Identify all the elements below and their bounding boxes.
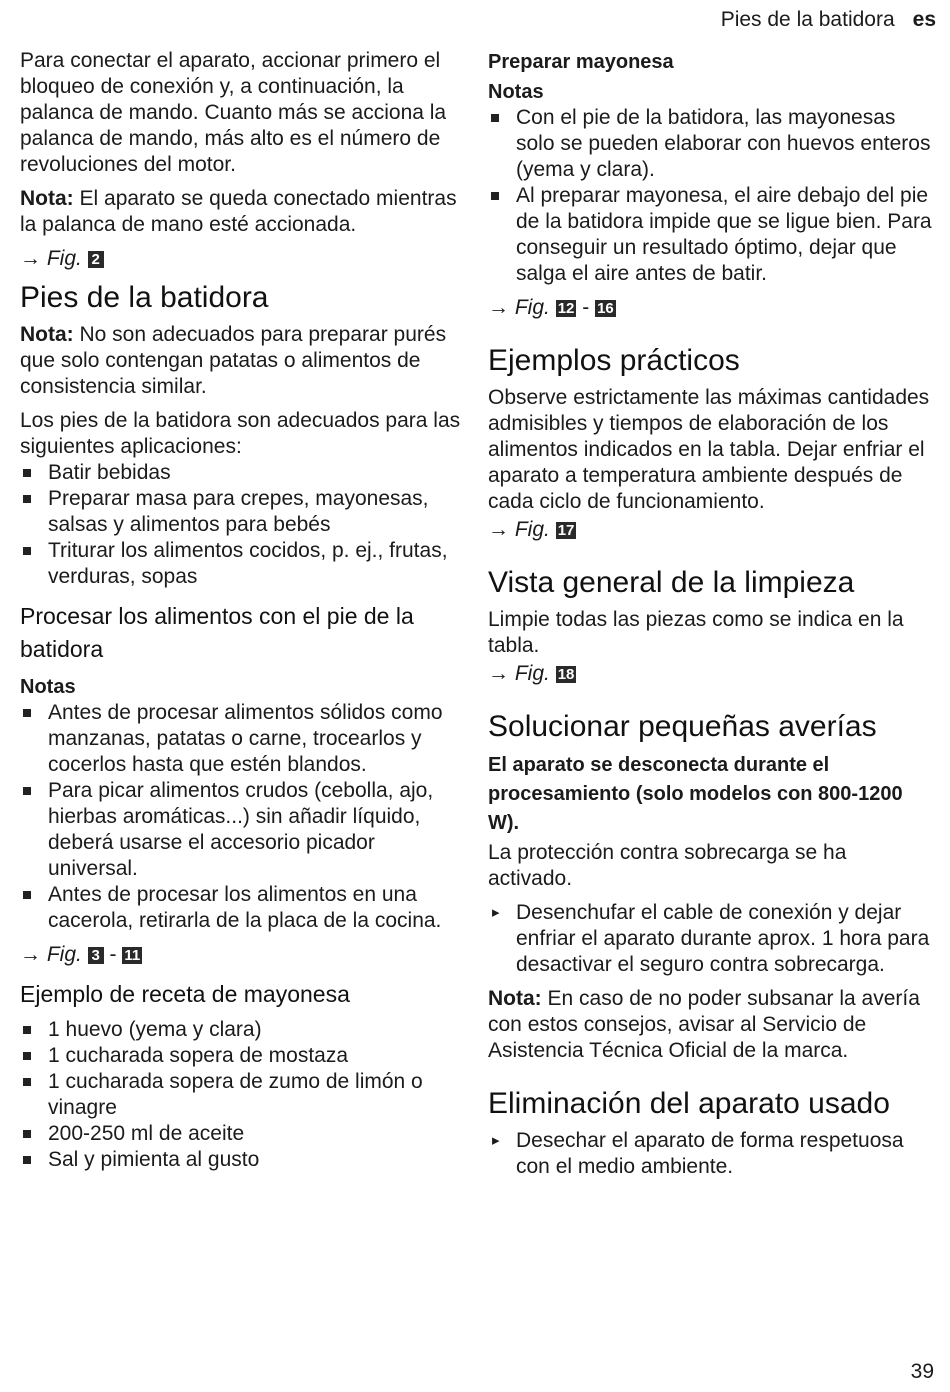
list-item: Con el pie de la batidora, las mayonesas solo se pueden elaborar con huevos enteros (yema y clara).	[488, 105, 934, 183]
list-item: Preparar masa para crepes, mayonesas, salsas y alimentos para bebés	[20, 486, 468, 538]
heading-pies: Pies de la batidora	[20, 281, 269, 314]
note-text: En caso de no poder subsanar la avería con estos consejos, avisar al Servicio de Asistencia Técnica Oficial de la marca.	[488, 987, 920, 1062]
heading-preparar: Preparar mayonesa	[488, 51, 674, 73]
list-item: 1 cucharada sopera de zumo de limón o vinagre	[20, 1069, 468, 1121]
steps-list-disposal	[488, 1128, 934, 1180]
heading-averias: Solucionar pequeñas averías	[488, 710, 877, 743]
arrow-icon: →	[488, 662, 509, 685]
figure-reference	[488, 661, 934, 687]
list-item: ▸ Desechar el aparato de forma respetuosa con el medio ambiente.	[488, 1128, 934, 1180]
left-column	[20, 48, 468, 1181]
fig-number: 2	[88, 251, 104, 268]
paragraph-ejemplos: Observe estrictamente las máximas cantidades admisibles y tiempos de elaboración de los alimentos indicados en la tabla. Dejar enfriar el aparato a temperatura ambiente después de cada ciclo de funcionamiento.	[488, 386, 930, 513]
fig-separator: -	[109, 943, 117, 966]
note-label: Nota:	[20, 187, 74, 210]
figure-reference	[20, 246, 468, 272]
paragraph-uses: Los pies de la batidora son adecuados para las siguientes aplicaciones:	[20, 409, 461, 458]
paragraph-connect: Para conectar el aparato, accionar primero el bloqueo de conexión y, a continuación, la palanca de mando. Cuanto más se acciona la palanca de mando, más alto es el número de revoluciones del motor.	[20, 49, 447, 176]
note-label: Nota:	[20, 323, 74, 346]
notas-label: Notas	[488, 81, 544, 103]
note-text: No son adecuados para preparar purés que solo contengan patatas o alimentos de consistencia similar.	[20, 323, 447, 398]
fig-number: 17	[557, 522, 575, 539]
list-item: Triturar los alimentos cocidos, p. ej., frutas, verduras, sopas	[20, 538, 468, 590]
heading-ejemplos: Ejemplos prácticos	[488, 344, 740, 377]
heading-eliminacion: Eliminación del aparato usado	[488, 1087, 890, 1120]
list-item: 1 huevo (yema y clara)	[20, 1017, 468, 1043]
header-title: Pies de la batidora	[720, 8, 895, 31]
ingredients-list	[20, 1017, 468, 1173]
heading-receta: Ejemplo de receta de mayonesa	[20, 981, 350, 1007]
fig-separator: -	[582, 296, 590, 319]
heading-procesar: Procesar los alimentos con el pie de la batidora	[20, 603, 414, 662]
fig-number: 11	[124, 947, 141, 964]
language-code: es	[912, 8, 936, 31]
list-item: 200-250 ml de aceite	[20, 1121, 468, 1147]
list-item: Antes de procesar los alimentos en una cacerola, retirarla de la placa de la cocina.	[20, 882, 468, 934]
figure-reference	[20, 942, 468, 968]
fig-number: 16	[597, 300, 614, 317]
note-text: El aparato se queda conectado mientras la palanca de mano esté accionada.	[20, 187, 457, 236]
fig-number: 3	[88, 947, 104, 964]
heading-desconecta: El aparato se desconecta durante el procesamiento (solo modelos con 800-1200 W).	[488, 754, 903, 834]
list-item: Sal y pimienta al gusto	[20, 1147, 468, 1173]
list-item: Para picar alimentos crudos (cebolla, ajo, hierbas aromáticas...) sin añadir líquido, deberá usarse el accesorio picador universal.	[20, 778, 468, 882]
fig-label: Fig.	[46, 247, 82, 270]
page-number: 39	[910, 1360, 934, 1383]
right-column	[488, 48, 934, 1188]
heading-limpieza: Vista general de la limpieza	[488, 566, 855, 599]
paragraph-limpieza: Limpie todas las piezas como se indica en la tabla.	[488, 608, 904, 657]
list-item: Antes de procesar alimentos sólidos como manzanas, patatas o carne, trocearlos y cocerlos hasta que estén blandos.	[20, 700, 468, 778]
arrow-icon: →	[488, 296, 509, 319]
list-item: Batir bebidas	[20, 460, 468, 486]
figure-reference	[488, 517, 934, 543]
note-servicio	[488, 986, 934, 1064]
arrow-icon: →	[488, 518, 509, 541]
fig-label: Fig.	[514, 296, 550, 319]
list-item: ▸ Desenchufar el cable de conexión y dejar enfriar el aparato durante aprox. 1 hora para desactivar el seguro contra sobrecarga.	[488, 900, 934, 978]
notas-label: Notas	[20, 676, 76, 698]
running-header	[721, 8, 936, 32]
fig-number: 12	[557, 300, 575, 317]
fig-number: 18	[557, 666, 575, 683]
note-pures	[20, 322, 468, 400]
notas-list	[20, 700, 468, 934]
fig-label: Fig.	[46, 943, 82, 966]
list-item: 1 cucharada sopera de mostaza	[20, 1043, 468, 1069]
notas-list	[488, 105, 934, 287]
note-label: Nota:	[488, 987, 542, 1010]
list-item: Al preparar mayonesa, el aire debajo del pie de la batidora impide que se ligue bien. Para conseguir un resultado óptimo, dejar que salga el aire antes de batir.	[488, 183, 934, 287]
fig-label: Fig.	[514, 518, 550, 541]
paragraph-proteccion: La protección contra sobrecarga se ha activado.	[488, 841, 847, 890]
arrow-icon: →	[20, 247, 41, 270]
fig-label: Fig.	[514, 662, 550, 685]
arrow-icon: →	[20, 943, 41, 966]
uses-list	[20, 460, 468, 590]
note-connected	[20, 186, 468, 238]
figure-reference	[488, 295, 934, 321]
steps-list	[488, 900, 934, 978]
